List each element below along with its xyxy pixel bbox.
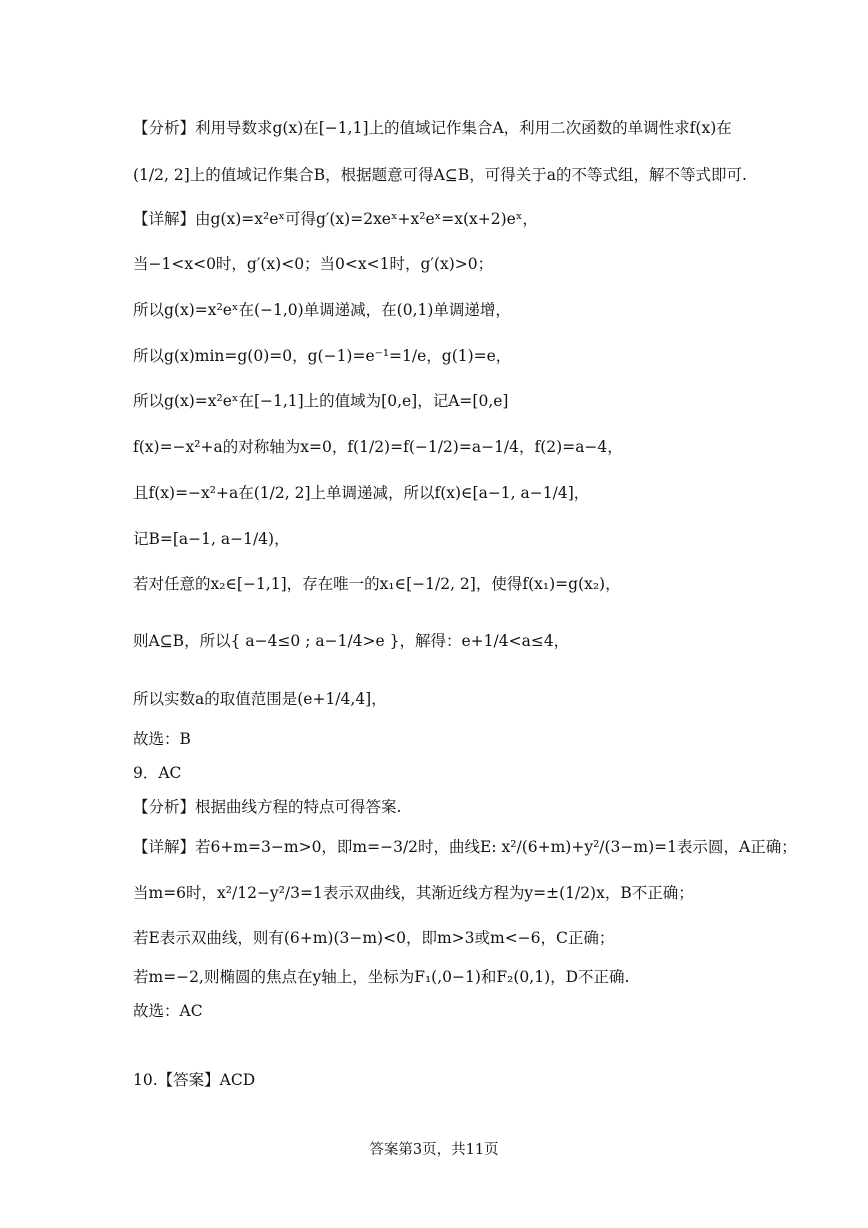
line-question-9: 9．AC xyxy=(133,764,182,782)
line-question-10: 10.【答案】ACD xyxy=(133,1071,256,1089)
line-detail-9: 若对任意的x₂∈[−1,1]，存在唯一的x₁∈[−1/2, 2]，使得f(x₁)=g(x₂)， xyxy=(133,575,621,593)
page-footer: 答案第3页，共11页 xyxy=(369,1142,499,1158)
line-detail-6: f(x)=−x²+a的对称轴为x=0，f(1/2)=f(−1/2)=a−1/4，f(2)=a−4， xyxy=(133,438,623,456)
line-answer-9: 故选：AC xyxy=(133,1002,203,1020)
line-detail-11: 所以实数a的取值范围是(e+1/4,4]， xyxy=(133,690,387,708)
line-answer-8: 故选：B xyxy=(133,730,191,748)
line-detail-7: 且f(x)=−x²+a在(1/2, 2]上单调递减，所以f(x)∈[a−1, a−1/4]， xyxy=(133,484,590,502)
line-detail-2: 当−1<x<0时，g′(x)<0；当0<x<1时，g′(x)>0； xyxy=(133,255,494,273)
line-detail-9-1: 【详解】若6+m=3−m>0，即m=−3/2时，曲线E: x²/(6+m)+y²/(3−m)=1表示圆，A正确； xyxy=(133,838,797,856)
line-detail-5: 所以g(x)=x²eˣ在[−1,1]上的值域为[0,e]，记A=[0,e] xyxy=(133,392,509,410)
line-detail-9-2: 当m=6时，x²/12−y²/3=1表示双曲线，其渐近线方程为y=±(1/2)x，B不正确； xyxy=(133,884,694,902)
line-detail-9-4: 若m=−2,则椭圆的焦点在y轴上，坐标为F₁(,0−1)和F₂(0,1)，D不正确. xyxy=(133,968,630,986)
line-analysis-2: (1/2, 2]上的值域记作集合B，根据题意可得A⊆B，可得关于a的不等式组，解不等式即可. xyxy=(133,166,747,184)
line-analysis-1: 【分析】利用导数求g(x)在[−1,1]上的值域记作集合A，利用二次函数的单调性求f(x)在 xyxy=(133,119,732,137)
line-detail-4: 所以g(x)min=g(0)=0，g(−1)=e⁻¹=1/e，g(1)=e， xyxy=(133,347,512,365)
line-detail-10: 则A⊆B，所以{ a−4≤0 ; a−1/4>e }，解得：e+1/4<a≤4， xyxy=(133,632,570,650)
line-detail-8: 记B=[a−1, a−1/4)， xyxy=(133,530,290,548)
line-detail-3: 所以g(x)=x²eˣ在(−1,0)单调递减，在(0,1)单调递增， xyxy=(133,301,511,319)
line-analysis-9: 【分析】根据曲线方程的特点可得答案. xyxy=(133,798,402,816)
line-detail-9-3: 若E表示双曲线，则有(6+m)(3−m)<0，即m>3或m<−6，C正确； xyxy=(133,929,615,947)
line-detail-1: 【详解】由g(x)=x²eˣ可得g′(x)=2xeˣ+x²eˣ=x(x+2)eˣ， xyxy=(133,210,538,228)
